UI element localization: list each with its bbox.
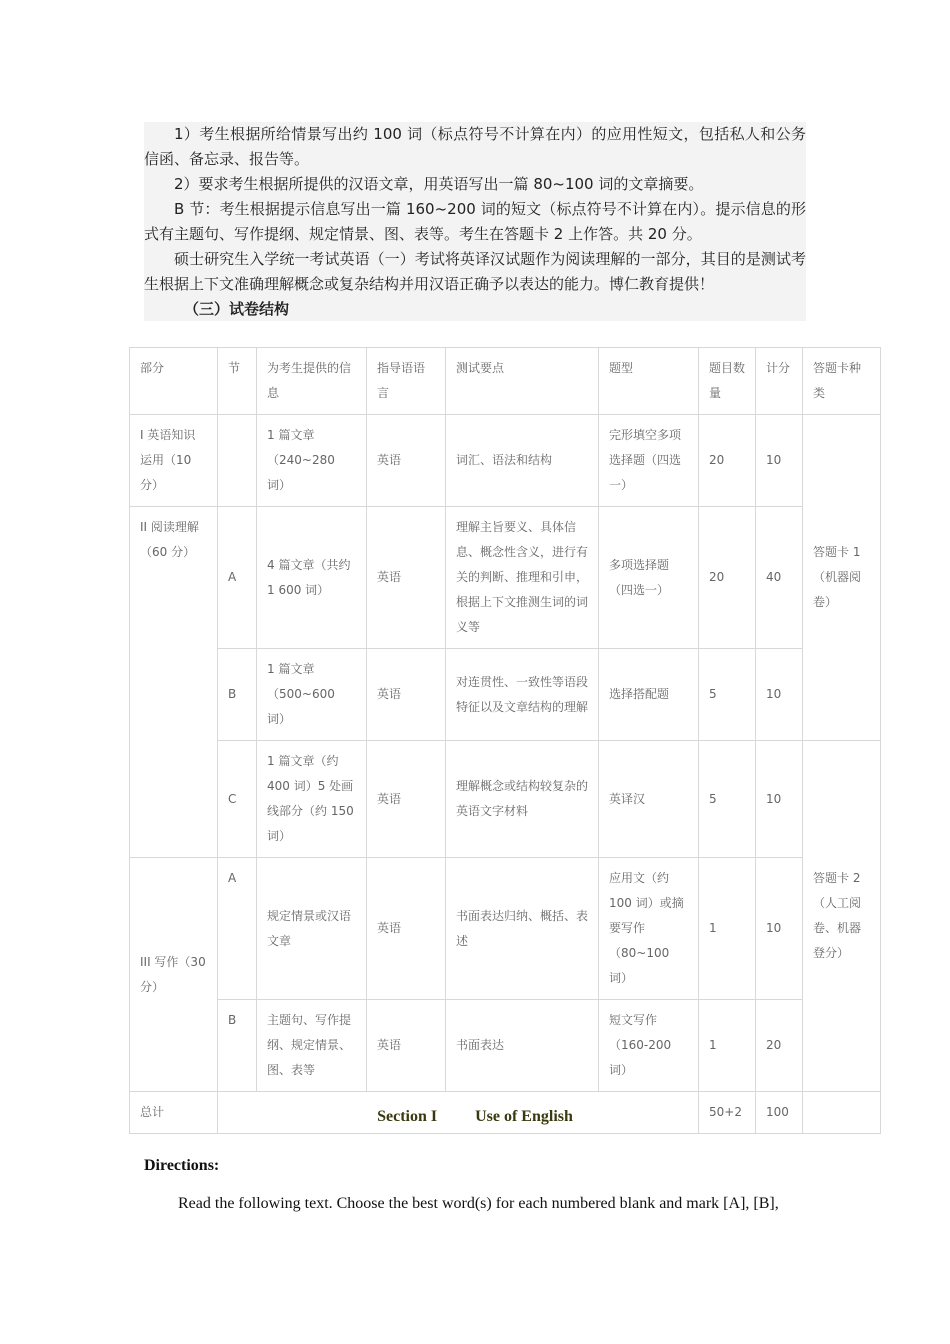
count-cell: 1: [699, 1000, 756, 1092]
points-cell: 理解主旨要义、具体信息、概念性含义，进行有关的判断、推理和引申，根据上下文推测生词的词义等: [446, 507, 599, 649]
section-cell: B: [218, 1000, 257, 1092]
total-count: 50+2: [699, 1092, 756, 1134]
count-cell: 20: [699, 507, 756, 649]
points-cell: 对连贯性、一致性等语段特征以及文章结构的理解: [446, 649, 599, 741]
header-lang: 指导语语言: [367, 348, 446, 415]
total-score: 100: [756, 1092, 803, 1134]
exam-structure-table: [129, 347, 881, 1134]
header-score: 计分: [756, 348, 803, 415]
lang-cell: 英语: [367, 415, 446, 507]
score-cell: 10: [756, 415, 803, 507]
count-cell: 20: [699, 415, 756, 507]
info-cell: 4 篇文章（共约 1 600 词）: [257, 507, 367, 649]
lang-cell: 英语: [367, 858, 446, 1000]
header-type: 题型: [599, 348, 699, 415]
points-cell: 书面表达: [446, 1000, 599, 1092]
directions-label: Directions:: [144, 1157, 220, 1174]
card-cell: 答题卡 2（人工阅卷、机器登分）: [803, 741, 881, 1092]
table-row: [130, 507, 881, 649]
info-cell: 1 篇文章（500~600 词）: [257, 649, 367, 741]
score-cell: 20: [756, 1000, 803, 1092]
points-cell: 书面表达归纳、概括、表述: [446, 858, 599, 1000]
part-cell: III 写作（30 分）: [130, 858, 218, 1092]
score-cell: 10: [756, 649, 803, 741]
part-cell: II 阅读理解（60 分）: [130, 507, 218, 858]
part-cell: I 英语知识运用（10 分）: [130, 415, 218, 507]
header-section: 节: [218, 348, 257, 415]
count-cell: 1: [699, 858, 756, 1000]
info-cell: 规定情景或汉语文章: [257, 858, 367, 1000]
score-cell: 10: [756, 858, 803, 1000]
lang-cell: 英语: [367, 507, 446, 649]
section-cell: C: [218, 741, 257, 858]
section-name: Use of English: [475, 1108, 573, 1125]
lang-cell: 英语: [367, 741, 446, 858]
type-cell: 多项选择题（四选一）: [599, 507, 699, 649]
table-header-row: [130, 348, 881, 415]
header-count: 题目数量: [699, 348, 756, 415]
table-row: [130, 858, 881, 1000]
header-info: 为考生提供的信息: [257, 348, 367, 415]
points-cell: 理解概念或结构较复杂的英语文字材料: [446, 741, 599, 858]
directions-text: Read the following text. Choose the best word(s) for each numbered blank and mark [A], [B],: [178, 1195, 779, 1212]
table-row: [130, 1000, 881, 1092]
points-cell: 词汇、语法和结构: [446, 415, 599, 507]
section-cell: A: [218, 507, 257, 649]
table-row: [130, 741, 881, 858]
table-row: [130, 649, 881, 741]
header-points: 测试要点: [446, 348, 599, 415]
type-cell: 完形填空多项选择题（四选一）: [599, 415, 699, 507]
card-cell: 答题卡 1（机器阅卷）: [803, 415, 881, 741]
lang-cell: 英语: [367, 1000, 446, 1092]
section-number: Section I: [377, 1108, 438, 1125]
type-cell: 短文写作（160-200 词）: [599, 1000, 699, 1092]
type-cell: 英译汉: [599, 741, 699, 858]
count-cell: 5: [699, 649, 756, 741]
intro-block: [144, 122, 806, 321]
info-cell: 1 篇文章（约 400 词）5 处画线部分（约 150 词）: [257, 741, 367, 858]
intro-paragraph-3: B 节：考生根据提示信息写出一篇 160~200 词的短文（标点符号不计算在内）。提示信息的形式有主题句、写作提纲、规定情景、图、表等。考生在答题卡 2 上作答。共 20 分。: [144, 200, 806, 243]
header-card: 答题卡种类: [803, 348, 881, 415]
info-cell: 1 篇文章（240~280 词）: [257, 415, 367, 507]
section-title: [0, 1108, 950, 1126]
total-label: 总计: [130, 1092, 218, 1134]
lang-cell: 英语: [367, 649, 446, 741]
section-heading: （三）试卷结构: [184, 300, 290, 318]
score-cell: 40: [756, 507, 803, 649]
intro-paragraph-4: 硕士研究生入学统一考试英语（一）考试将英译汉试题作为阅读理解的一部分，其目的是测试考生根据上下文准确理解概念或复杂结构并用汉语正确予以表达的能力。博仁教育提供！: [144, 250, 806, 293]
section-cell: B: [218, 649, 257, 741]
type-cell: 选择搭配题: [599, 649, 699, 741]
section-cell: [218, 415, 257, 507]
type-cell: 应用文（约 100 词）或摘要写作（80~100 词）: [599, 858, 699, 1000]
table-row: [130, 415, 881, 507]
info-cell: 主题句、写作提纲、规定情景、图、表等: [257, 1000, 367, 1092]
section-cell: A: [218, 858, 257, 1000]
intro-paragraph-2: 2）要求考生根据所提供的汉语文章，用英语写出一篇 80~100 词的文章摘要。: [174, 175, 704, 193]
count-cell: 5: [699, 741, 756, 858]
intro-paragraph-1: 1）考生根据所给情景写出约 100 词（标点符号不计算在内）的应用性短文，包括私人和公务信函、备忘录、报告等。: [144, 125, 806, 168]
score-cell: 10: [756, 741, 803, 858]
header-part: 部分: [130, 348, 218, 415]
